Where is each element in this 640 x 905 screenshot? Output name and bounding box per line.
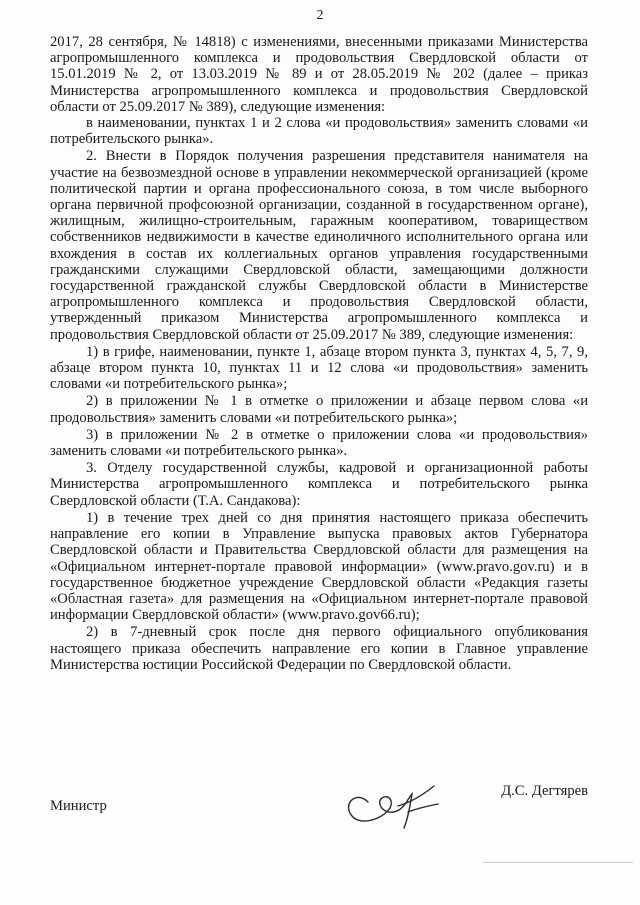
scan-line	[483, 862, 633, 863]
document-body	[50, 34, 588, 673]
paragraph-subitem-3-2: 2) в 7-дневный срок после дня первого официального опубликования настоящего приказа обеспечить направление его копии в Главное управление Министерства юстиции Российской Федерации по Свердловской области.	[50, 624, 588, 673]
paragraph-subitem-3-1: 1) в течение трех дней со дня принятия настоящего приказа обеспечить направление его копии в Управление выпуска правовых актов Губернатора Свердловской области и Правительства Свердловской области для размещения на «Официальном интернет-портале правовой информации» (www.pravo.gov.ru) и в государственное бюджетное учреждение Свердловской области «Редакция газеты «Областная газета» для размещения на «Официальном интернет-портале правовой информации Свердловской области» (www.pravo.gov66.ru);	[50, 509, 588, 624]
paragraph-subitem-2-3: 3) в приложении № 2 в отметке о приложении слова «и продовольствия» заменить словами «и потребительского рынка».	[50, 426, 588, 460]
signer-position: Министр	[50, 798, 107, 814]
paragraph-item-3: 3. Отделу государственной службы, кадровой и организационной работы Министерства агропромышленного комплекса и потребительского рынка Свердловской области (Т.А. Сандакова):	[50, 460, 588, 509]
handwritten-signature	[338, 772, 448, 832]
paragraph-intro: 2017, 28 сентября, № 14818) с изменениями, внесенными приказами Министерства агропромышленного комплекса и продовольствия Свердловской области от 15.01.2019 № 2, от 13.03.2019 № 89 и от 28.05.2019 № 202 (далее – приказ Министерства агропромышленного комплекса и продовольствия Свердловской области от 25.09.2017 № 389), следующие изменения:	[50, 34, 588, 115]
paragraph-item-2: 2. Внести в Порядок получения разрешения представителя нанимателя на участие на безвозмездной основе в управлении некоммерческой организацией (кроме политической партии и органа профессионального союза, в том числе выборного органа первичной профсоюзной организации, созданной в государственном органе), жилищным, жилищно-строительным, гаражным кооперативом, товариществом собственников недвижимости в качестве единоличного исполнительного органа или вхождения в состав их коллегиальных органов управления государственными гражданскими служащими Свердловской области, замещающими должности государственной гражданской службы Свердловской области в Министерстве агропромышленного комплекса и продовольствия Свердловской области, утвержденный приказом Министерства агропромышленного комплекса и продовольствия Свердловской области от 25.09.2017 № 389, следующие изменения:	[50, 148, 588, 343]
paragraph-subitem-2-1: 1) в грифе, наименовании, пункте 1, абзаце втором пункта 3, пунктах 4, 5, 7, 9, абзаце втором пункта 10, пунктах 11 и 12 слова «и продовольствия» заменить словами «и потребительского рынка»;	[50, 343, 588, 393]
paragraph-subitem-2-2: 2) в приложении № 1 в отметке о приложении и абзаце первом слова «и продовольствия» заменить словами «и потребительского рынка»;	[50, 393, 588, 426]
page-number: 2	[316, 8, 324, 23]
signature-block	[50, 772, 588, 842]
paragraph-title-change: в наименовании, пунктах 1 и 2 слова «и продовольствия» заменить словами «и потребительского рынка».	[50, 115, 588, 148]
signer-name: Д.С. Дегтярев	[501, 783, 588, 799]
